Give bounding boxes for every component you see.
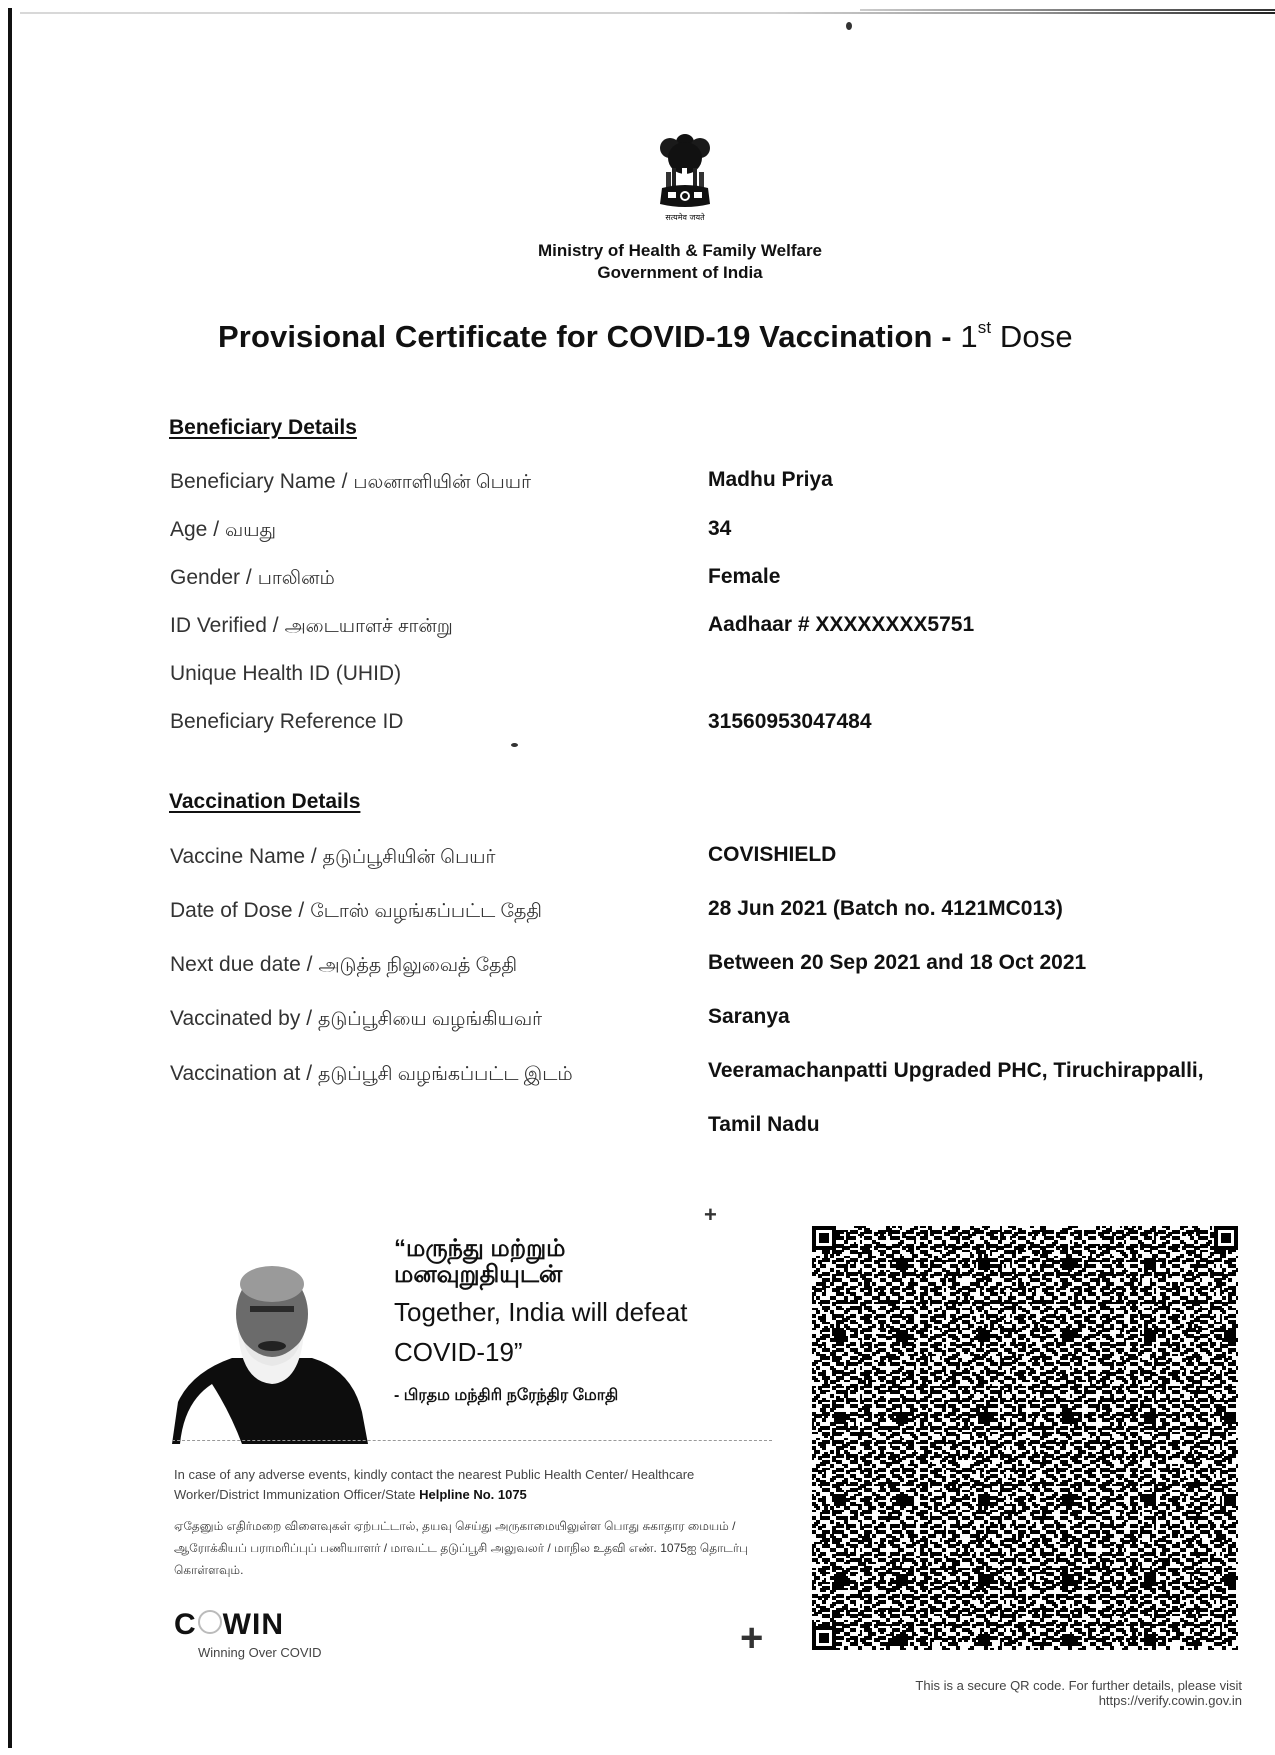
scan-top-rule bbox=[20, 12, 1275, 14]
cowin-logo-circle-icon bbox=[198, 1610, 222, 1634]
label-en: Beneficiary Name / bbox=[170, 470, 348, 493]
adverse-events-advisory-english bbox=[174, 1465, 774, 1505]
cowin-logo-win: WIN bbox=[222, 1608, 284, 1641]
id-verified-value: Aadhaar # XXXXXXXX5751 bbox=[708, 613, 975, 636]
label-ta: வயது bbox=[225, 520, 276, 541]
vaccination-at-label bbox=[170, 1062, 573, 1088]
dose-ordinal: st bbox=[977, 318, 992, 337]
beneficiary-name-value: Madhu Priya bbox=[708, 468, 833, 491]
cowin-logo bbox=[174, 1610, 284, 1640]
scan-speck bbox=[511, 743, 518, 747]
vaccination-at-value-line2: Tamil Nadu bbox=[708, 1113, 820, 1136]
beneficiary-details-heading: Beneficiary Details bbox=[169, 416, 357, 439]
label-en: Date of Dose / bbox=[170, 899, 305, 922]
quote-tamil-line1: “மருந்து மற்றும் bbox=[394, 1235, 566, 1262]
age-value: 34 bbox=[708, 517, 732, 540]
label-ta: தடுப்பூசி வழங்கப்பட்ட இடம் bbox=[318, 1064, 573, 1085]
date-of-dose-label bbox=[170, 899, 542, 925]
cowin-tagline: Winning Over COVID bbox=[198, 1645, 322, 1660]
label-en: Beneficiary Reference ID bbox=[170, 710, 404, 733]
qr-verification-note bbox=[840, 1678, 1242, 1708]
label-ta: டோஸ் வழங்கப்பட்ட தேதி bbox=[310, 901, 542, 922]
national-emblem-icon bbox=[652, 124, 718, 224]
prime-minister-photo bbox=[172, 1262, 368, 1444]
beneficiary-name-label bbox=[170, 470, 531, 496]
pm-quote bbox=[394, 1236, 754, 1406]
quote-attribution: - பிரதம மந்திரி நரேந்திர மோதி bbox=[394, 1387, 619, 1404]
beneficiary-reference-id-value: 31560953047484 bbox=[708, 710, 872, 733]
ministry-name bbox=[0, 240, 1275, 284]
quote-english-line1: Together, India will defeat bbox=[394, 1297, 688, 1327]
registration-mark-icon: + bbox=[704, 1202, 717, 1227]
quote-tamil-line2: மனவுறுதியுடன் bbox=[394, 1261, 563, 1288]
age-label bbox=[170, 518, 276, 544]
vaccine-name-label bbox=[170, 845, 495, 871]
label-en: Gender / bbox=[170, 566, 252, 589]
vaccination-details-heading: Vaccination Details bbox=[169, 790, 361, 813]
qr-note-line1: This is a secure QR code. For further details, please visit bbox=[915, 1678, 1242, 1693]
label-ta: பலனாளியின் பெயர் bbox=[353, 472, 532, 493]
dose-number: 1 bbox=[960, 319, 978, 354]
vaccinated-by-value: Saranya bbox=[708, 1005, 790, 1028]
label-en: Next due date / bbox=[170, 953, 313, 976]
label-ta: தடுப்பூசியை வழங்கியவர் bbox=[318, 1009, 543, 1030]
dose-word: Dose bbox=[991, 319, 1073, 354]
vaccine-name-value: COVISHIELD bbox=[708, 843, 837, 866]
secure-qr-code bbox=[808, 1222, 1242, 1654]
vaccinated-by-label bbox=[170, 1007, 542, 1033]
verify-url-link[interactable]: https://verify.cowin.gov.in bbox=[1098, 1693, 1242, 1708]
label-ta: அடையாளச் சான்று bbox=[284, 616, 453, 637]
vaccination-at-value: Veeramachanpatti Upgraded PHC, Tiruchirappalli, bbox=[708, 1059, 1204, 1082]
label-en: ID Verified / bbox=[170, 614, 279, 637]
government-line: Government of India bbox=[597, 263, 763, 282]
label-en: Vaccine Name / bbox=[170, 845, 317, 868]
beneficiary-reference-id-label bbox=[170, 710, 403, 734]
label-ta: அடுத்த நிலுவைத் தேதி bbox=[318, 955, 518, 976]
label-en: Age / bbox=[170, 518, 220, 541]
certificate-title-main: Provisional Certificate for COVID-19 Vaccination - bbox=[218, 319, 961, 354]
label-en: Vaccinated by / bbox=[170, 1007, 313, 1030]
label-ta: பாலினம் bbox=[257, 568, 335, 589]
ministry-line: Ministry of Health & Family Welfare bbox=[537, 241, 823, 260]
date-of-dose-value: 28 Jun 2021 (Batch no. 4121MC013) bbox=[708, 897, 1063, 920]
advisory-text: In case of any adverse events, kindly contact the nearest Public Health Center/ Healthcare Worker/District Immunization Officer/State bbox=[174, 1467, 695, 1502]
scan-top-rule-dark bbox=[860, 9, 1275, 11]
label-en: Vaccination at / bbox=[170, 1062, 313, 1085]
next-due-date-label bbox=[170, 953, 517, 979]
gender-label bbox=[170, 566, 335, 592]
svg-text:सत्यमेव जयते: सत्यमेव जयते bbox=[665, 213, 705, 222]
registration-mark-icon: + bbox=[740, 1616, 764, 1660]
certificate-title bbox=[218, 318, 1073, 355]
scan-speck bbox=[846, 22, 852, 30]
divider bbox=[172, 1440, 772, 1441]
next-due-date-value: Between 20 Sep 2021 and 18 Oct 2021 bbox=[708, 951, 1087, 974]
cowin-logo-c: C bbox=[174, 1608, 197, 1641]
quote-english-line2: COVID-19” bbox=[394, 1337, 523, 1367]
gender-value: Female bbox=[708, 565, 781, 588]
label-ta: தடுப்பூசியின் பெயர் bbox=[322, 847, 496, 868]
label-en: Unique Health ID (UHID) bbox=[170, 662, 402, 685]
adverse-events-advisory-tamil: ஏதேனும் எதிர்மறை விளைவுகள் ஏற்பட்டால், தயவு செய்து அருகாமையிலுள்ள பொது சுகாதார மையம் / ஆரோக்கியப் பராமரிப்புப் பணியாளர் / மாவட்ட தடுப்பூசி அலுவலர் / மாநில உதவி எண். 1075ஐ தொடர்பு கொள்ளவும். bbox=[174, 1519, 749, 1577]
uhid-label bbox=[170, 662, 401, 686]
helpline-number: Helpline No. 1075 bbox=[419, 1487, 527, 1502]
id-verified-label bbox=[170, 614, 453, 640]
